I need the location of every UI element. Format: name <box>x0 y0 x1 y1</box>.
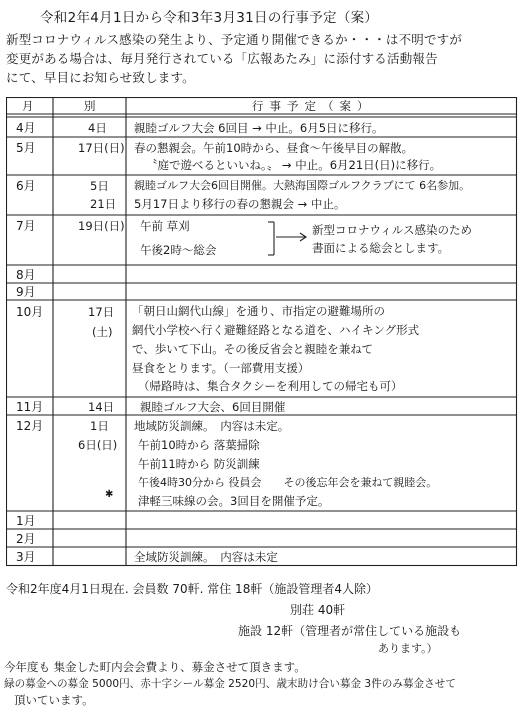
event-october-2: 網代小学校へ行く避難経路となる道を、ハイキング形式 <box>132 323 420 337</box>
schedule-table <box>6 97 518 567</box>
header-month: 月 <box>22 99 34 113</box>
month-september: 9月 <box>16 285 36 299</box>
star-mark: ✱ <box>105 489 114 500</box>
note-line-2: 緑の募金への募金 5000円、赤十字シール募金 2520円、歳末助け合い募金 3件のみ募金させて <box>4 678 456 690</box>
day-may: 17日(日) <box>78 141 125 155</box>
header-day: 別 <box>84 99 96 113</box>
month-april: 4月 <box>16 121 36 135</box>
day-october-1: 17日 <box>88 305 115 319</box>
note-line-3: 頂いています。 <box>14 693 94 707</box>
july-note-1: 新型コロナウィルス感染のため <box>312 223 472 237</box>
event-october-4: 昼食をとります。（一部費用支援） <box>132 361 310 375</box>
event-july-1: 午前 草刈 <box>140 219 190 233</box>
event-december-5: 津軽三味線の会。3回目を開催予定。 <box>138 494 330 508</box>
day-december-2: 6日(日) <box>78 438 118 452</box>
day-june-2: 21日 <box>90 197 117 211</box>
event-december-2: 午前10時から 落葉掃除 <box>138 438 260 452</box>
event-december-4: 午後4時30分から 役員会 その後忘年会を兼ねて親睦会。 <box>138 476 438 489</box>
event-april-1: 親睦ゴルフ大会 6回目 → 中止。6月5日に移行。 <box>134 121 384 135</box>
note-line-1: 今年度も 集金した町内会会費より、募金させて頂きます。 <box>4 660 306 674</box>
day-june-1: 5日 <box>90 179 109 193</box>
day-november: 14日 <box>88 400 115 414</box>
day-july: 19日(日) <box>78 219 125 233</box>
event-june-1: 親睦ゴルフ大会6回目開催。大熱海国際ゴルフクラブにて 6名参加。 <box>134 179 471 192</box>
intro-line-2: 変更がある場合は、毎月発行されている「広報あたみ」に添付する活動報告 <box>6 51 438 66</box>
day-december-1: 1日 <box>90 419 109 433</box>
month-november: 11月 <box>16 400 44 414</box>
bracket-arrow <box>268 222 306 255</box>
event-october-3: で、歩いて下山。その後反省会と親睦を兼ねて <box>132 342 373 356</box>
event-july-2: 午後2時〜総会 <box>140 243 217 257</box>
july-note-2: 書面による総会とします。 <box>312 241 450 255</box>
day-april: 4日 <box>88 121 107 135</box>
facility-count: 施設 12軒（管理者が常住している施設も <box>238 624 462 638</box>
member-count-line: 令和2年度4月1日現在. 会員数 70軒. 常住 18軒（施設管理者4人除） <box>6 582 378 596</box>
month-march: 3月 <box>16 550 36 564</box>
event-march-1: 全域防災訓練。 内容は未定 <box>134 550 278 564</box>
month-july: 7月 <box>16 219 36 233</box>
villa-count: 別荘 40軒 <box>290 603 346 617</box>
month-december: 12月 <box>16 419 44 433</box>
event-december-1: 地域防災訓練。 内容は未定。 <box>134 419 290 433</box>
event-december-3: 午前11時から 防災訓練 <box>138 457 260 471</box>
event-october-1: 「朝日山網代山線」を通り、市指定の避難場所の <box>132 304 385 318</box>
event-november-1: 親睦ゴルフ大会、6回目開催 <box>140 400 286 414</box>
month-june: 6月 <box>16 179 36 193</box>
page-title: 令和2年4月1日から令和3年3月31日の行事予定（案） <box>40 10 379 26</box>
day-october-2: (土) <box>92 325 113 339</box>
event-may-2: 〝庭で遊べるといいね。〟 → 中止。6月21日(日)に移行。 <box>146 158 442 172</box>
facility-note: あります。） <box>378 642 438 655</box>
month-may: 5月 <box>16 141 36 155</box>
intro-line-1: 新型コロナウィルス感染の発生より、予定通り開催できるか・・・は不明ですが <box>6 32 463 47</box>
intro-line-3: にて、早目にお知らせ致します。 <box>6 70 195 85</box>
month-january: 1月 <box>16 514 36 528</box>
header-event: 行事予定（案） <box>252 99 375 113</box>
event-october-5: （帰路時は、集合タクシーを利用しての帰宅も可） <box>138 379 403 393</box>
event-june-2: 5月17日より移行の春の懇親会 → 中止。 <box>134 197 346 211</box>
event-may-1: 春の懇親会。午前10時から、昼食〜午後早目の解散。 <box>134 141 414 155</box>
month-october: 10月 <box>16 305 44 319</box>
month-february: 2月 <box>16 532 36 546</box>
month-august: 8月 <box>16 268 36 282</box>
